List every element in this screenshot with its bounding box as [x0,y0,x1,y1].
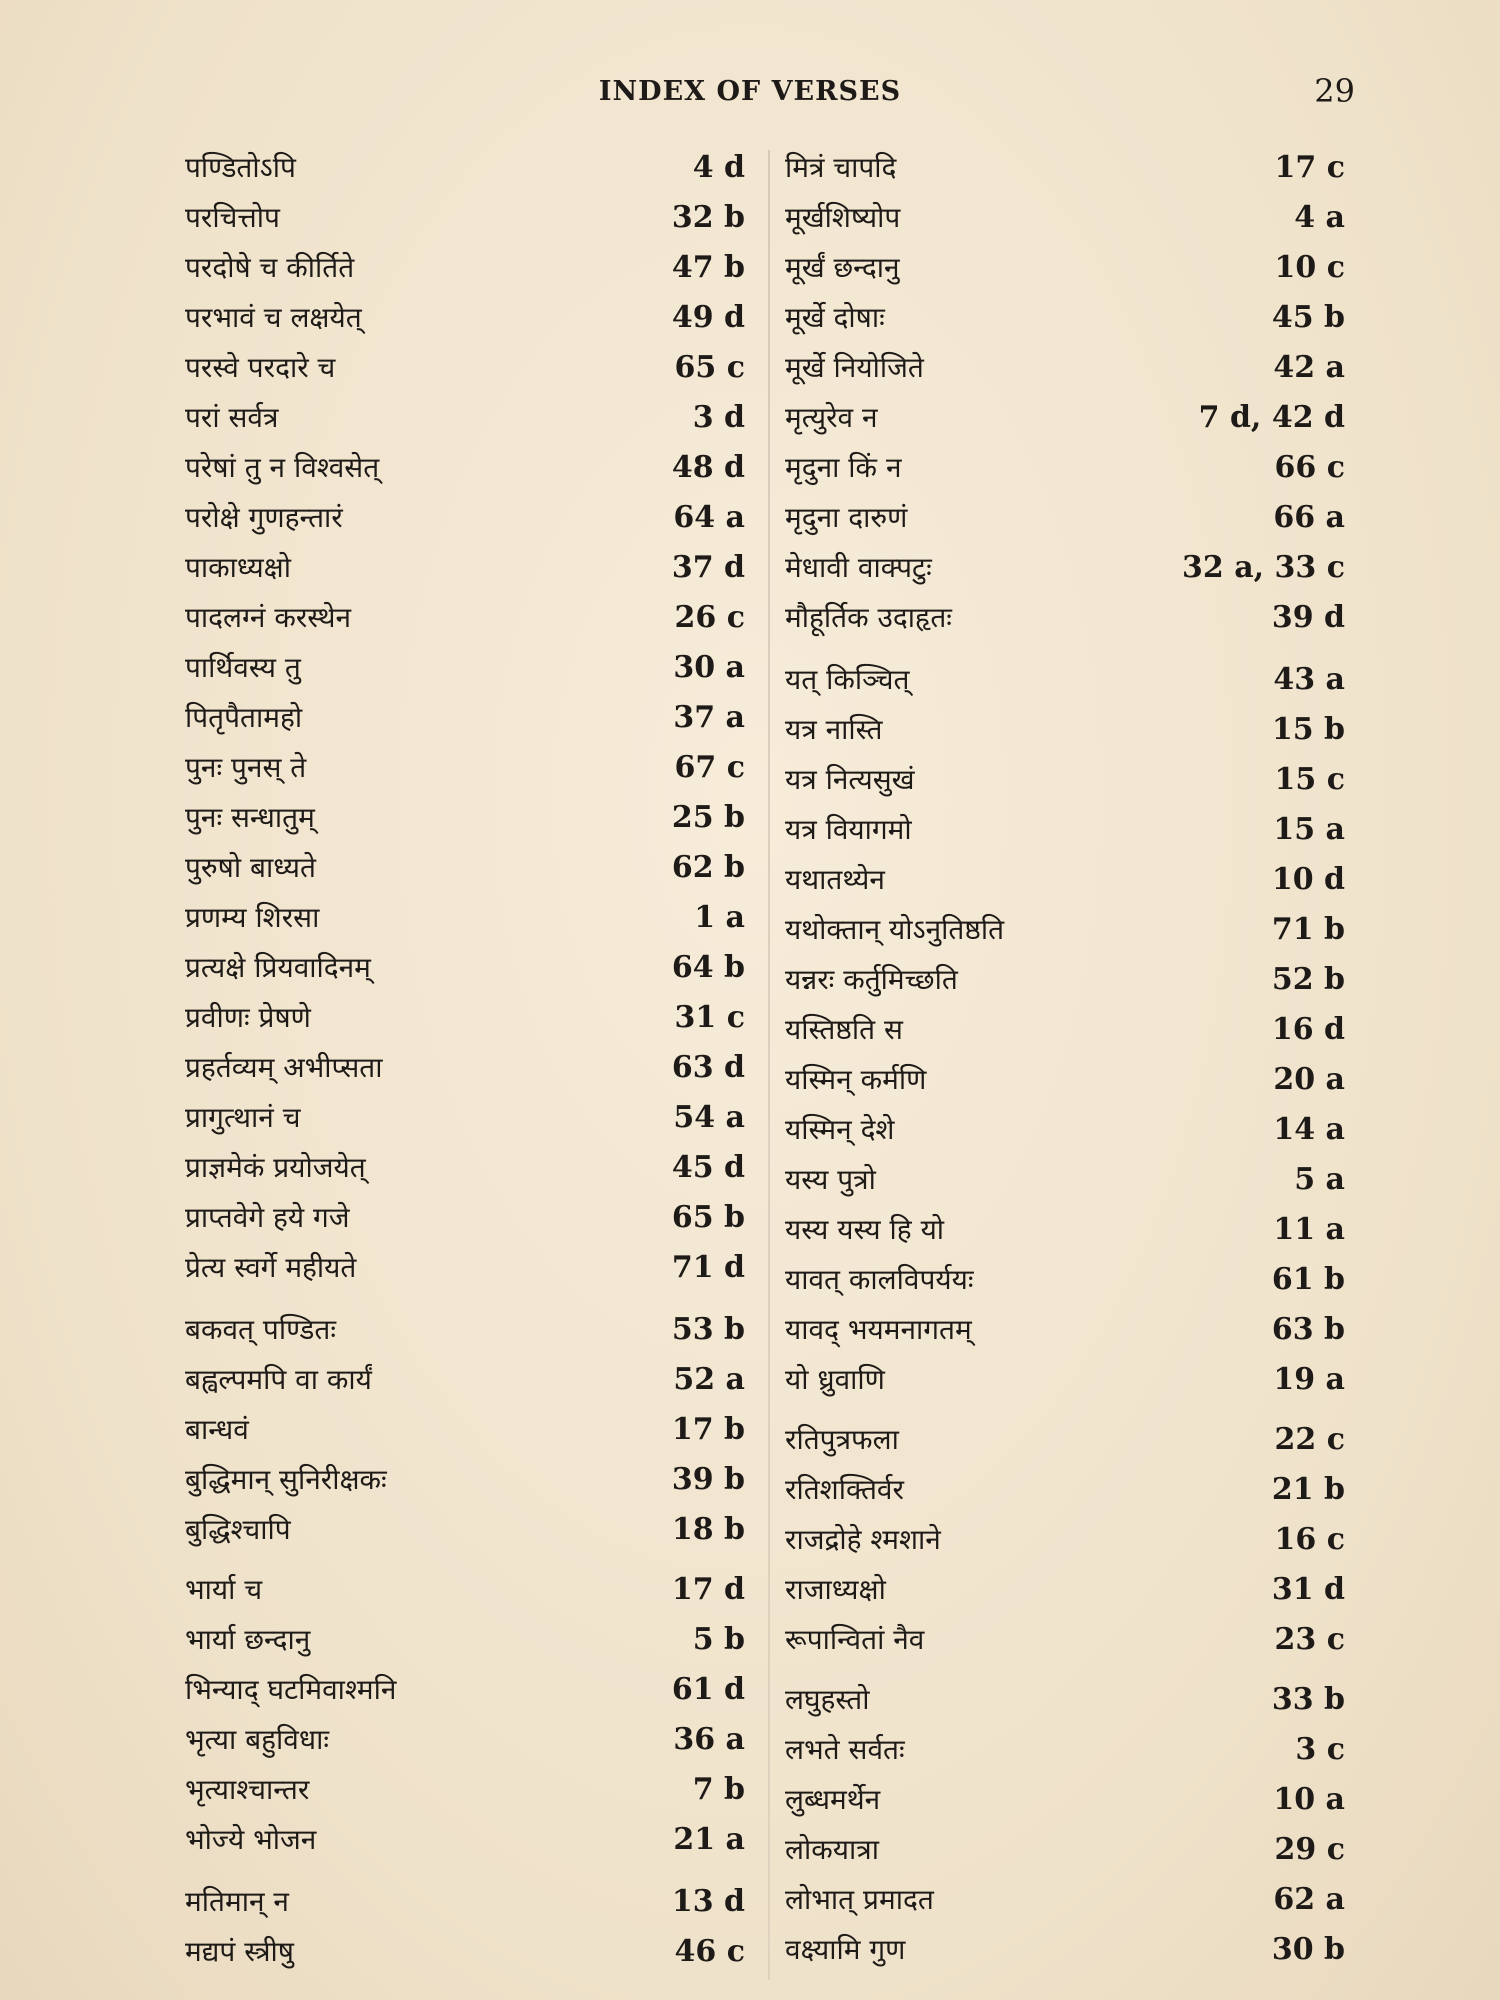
index-entry [785,1680,1355,1724]
index-entry [785,498,1355,542]
verse-reference: 11 a [1273,1212,1345,1247]
verse-text: यथोक्तान् योऽनुतिष्ठति [785,913,1005,946]
verse-text: मृदुना दारुणं [785,501,908,534]
index-entry [185,1820,745,1864]
index-entry [785,448,1355,492]
verse-reference: 21 b [1271,1472,1345,1507]
index-entry [185,198,745,242]
index-entry [785,910,1355,954]
verse-reference: 32 a, 33 c [1182,550,1345,585]
index-entry [185,1360,745,1404]
index-entry [785,1470,1355,1514]
verse-text: रतिशक्तिर्वर [785,1473,904,1506]
index-entry [185,498,745,542]
verse-reference: 17 b [671,1412,745,1447]
index-entry [185,1248,745,1292]
index-entry [785,1160,1355,1204]
verse-reference: 36 a [673,1722,745,1757]
index-entry [785,1060,1355,1104]
verse-text: यो ध्रुवाणि [785,1363,885,1396]
verse-text: मित्रं चापदि [785,151,897,184]
verse-reference: 53 b [671,1312,745,1347]
verse-text: परदोषे च कीर्तिते [185,251,355,284]
index-entry [185,1048,745,1092]
verse-reference: 37 a [673,700,745,735]
verse-reference: 10 c [1274,250,1345,285]
verse-text: प्रागुत्थानं च [185,1101,301,1134]
index-entry [785,1730,1355,1774]
verse-reference: 13 d [671,1884,745,1919]
index-entry [785,148,1355,192]
verse-text: यस्मिन् देशे [785,1113,895,1146]
verse-reference: 62 a [1273,1882,1345,1917]
page-header [0,72,1500,122]
index-entry [785,1830,1355,1874]
page-title: INDEX OF VERSES [598,76,902,107]
verse-reference: 46 c [674,1934,745,1969]
verse-reference: 33 b [1271,1682,1345,1717]
verse-reference: 15 c [1274,762,1345,797]
index-entry [185,1098,745,1142]
verse-text: भोज्ये भोजन [185,1823,317,1856]
verse-text: मूर्खशिष्योप [785,201,901,234]
index-entry [185,548,745,592]
index-entry [785,1520,1355,1564]
right-index-column [785,148,1355,1988]
verse-text: प्रत्यक्षे प्रियवादिनम् [185,951,371,984]
verse-reference: 23 c [1274,1622,1345,1657]
verse-text: यत्र नास्ति [785,713,883,746]
verse-text: रूपान्वितां नैव [785,1623,925,1656]
index-entry [785,548,1355,592]
verse-text: मतिमान् न [185,1885,289,1918]
verse-reference: 65 b [671,1200,745,1235]
verse-reference: 61 d [671,1672,745,1707]
verse-text: राजाध्यक्षो [785,1573,886,1606]
verse-text: पादलग्नं करस्थेन [185,601,352,634]
index-entry [185,598,745,642]
verse-reference: 20 a [1273,1062,1345,1097]
left-index-column [185,148,745,1988]
verse-text: बह्वल्पमपि वा कार्यं [185,1363,372,1396]
verse-text: मेधावी वाक्पटुः [785,551,932,584]
verse-reference: 31 c [674,1000,745,1035]
verse-text: पुनः सन्धातुम् [185,801,315,834]
verse-reference: 63 b [1271,1312,1345,1347]
verse-text: यस्मिन् कर्मणि [785,1063,927,1096]
index-entry [785,598,1355,642]
verse-reference: 52 b [1271,962,1345,997]
verse-text: बकवत् पण्डितः [185,1313,336,1346]
verse-reference: 32 b [671,200,745,235]
verse-text: भार्या छन्दानु [185,1623,311,1656]
verse-reference: 5 b [692,1622,745,1657]
verse-text: मौहूर्तिक उदाहृतः [785,601,952,634]
verse-reference: 14 a [1273,1112,1345,1147]
index-entry [185,1198,745,1242]
verse-reference: 45 b [1271,300,1345,335]
verse-text: भृत्या बहुविधाः [185,1723,330,1756]
verse-reference: 3 d [692,400,745,435]
verse-text: यावत् कालविपर्ययः [785,1263,974,1296]
verse-reference: 30 b [1271,1932,1345,1967]
index-entry [785,860,1355,904]
verse-reference: 10 d [1271,862,1345,897]
verse-reference: 63 d [671,1050,745,1085]
index-entry [185,1670,745,1714]
verse-text: प्रवीणः प्रेषणे [185,1001,311,1034]
verse-reference: 65 c [674,350,745,385]
verse-text: भृत्याश्चान्तर [185,1773,310,1806]
index-entry [785,1360,1355,1404]
index-entry [185,648,745,692]
verse-text: पुनः पुनस् ते [185,751,307,784]
index-entry [185,1720,745,1764]
index-entry [185,248,745,292]
index-entry [785,810,1355,854]
verse-text: प्राज्ञमेकं प्रयोजयेत् [185,1151,366,1184]
verse-reference: 43 a [1273,662,1345,697]
verse-reference: 66 a [1273,500,1345,535]
verse-text: रतिपुत्रफला [785,1423,899,1456]
verse-text: प्राप्तवेगे हये गजे [185,1201,350,1234]
verse-reference: 5 a [1294,1162,1345,1197]
index-entry [785,1420,1355,1464]
verse-reference: 66 c [1274,450,1345,485]
verse-text: पाकाध्यक्षो [185,551,292,584]
index-entry [785,248,1355,292]
index-entry [185,348,745,392]
index-entry [185,148,745,192]
verse-reference: 71 b [1271,912,1345,947]
verse-text: पुरुषो बाध्यते [185,851,316,884]
index-entry [185,1620,745,1664]
verse-reference: 71 d [671,1250,745,1285]
verse-reference: 16 d [1271,1012,1345,1047]
index-entry [185,1882,745,1926]
verse-reference: 29 c [1274,1832,1345,1867]
index-entry [185,748,745,792]
verse-reference: 52 a [673,1362,745,1397]
verse-text: यावद् भयमनागतम् [785,1313,972,1346]
verse-text: बान्धवं [185,1413,249,1446]
index-entry [185,898,745,942]
index-entry [785,960,1355,1004]
index-entry [185,798,745,842]
index-entry [185,1932,745,1976]
index-entry [185,448,745,492]
verse-text: परां सर्वत्र [185,401,279,434]
verse-reference: 49 d [671,300,745,335]
verse-text: मृत्युरेव न [785,401,878,434]
verse-reference: 17 c [1274,150,1345,185]
index-entry [185,1410,745,1454]
verse-text: मूर्खं छन्दानु [785,251,900,284]
verse-reference: 21 a [673,1822,745,1857]
column-divider [768,150,770,1980]
index-entry [185,1310,745,1354]
verse-text: भिन्याद् घटमिवाश्मनि [185,1673,397,1706]
verse-reference: 4 a [1294,200,1345,235]
verse-text: लभते सर्वतः [785,1733,905,1766]
verse-text: परचित्तोप [185,201,280,234]
verse-text: यस्य यस्य हि यो [785,1213,945,1246]
index-entry [785,1930,1355,1974]
verse-reference: 64 b [671,950,745,985]
index-entry [185,998,745,1042]
verse-reference: 31 d [1271,1572,1345,1607]
index-entry [785,1880,1355,1924]
verse-reference: 18 b [671,1512,745,1547]
verse-text: राजद्रोहे श्मशाने [785,1523,941,1556]
index-entry [785,198,1355,242]
index-entry [185,1460,745,1504]
index-entry [185,1510,745,1554]
verse-reference: 15 b [1271,712,1345,747]
index-entry [785,348,1355,392]
verse-text: लुब्धमर्थेन [785,1783,881,1816]
verse-text: वक्ष्यामि गुण [785,1933,906,1966]
verse-reference: 22 c [1274,1422,1345,1457]
index-entry [785,1010,1355,1054]
verse-reference: 7 d, 42 d [1198,400,1345,435]
index-entry [785,1570,1355,1614]
verse-text: लोकयात्रा [785,1833,879,1866]
verse-reference: 45 d [671,1150,745,1185]
verse-reference: 26 c [674,600,745,635]
verse-text: परेषां तु न विश्वसेत् [185,451,380,484]
index-entry [185,698,745,742]
index-entry [785,398,1355,442]
index-entry [185,1148,745,1192]
verse-text: यस्तिष्ठति स [785,1013,903,1046]
index-entry [185,848,745,892]
verse-text: परोक्षे गुणहन्तारं [185,501,343,534]
verse-reference: 42 a [1273,350,1345,385]
verse-reference: 10 a [1273,1782,1345,1817]
verse-reference: 16 c [1274,1522,1345,1557]
verse-reference: 64 a [673,500,745,535]
verse-text: पितृपैतामहो [185,701,303,734]
verse-text: पण्डितोऽपि [185,151,296,184]
index-entry [785,1620,1355,1664]
page-number: 29 [1314,72,1355,110]
verse-text: परस्वे परदारे च [185,351,336,384]
index-entry [185,948,745,992]
index-entry [785,710,1355,754]
index-entry [785,1310,1355,1354]
verse-text: यत्र वियागमो [785,813,912,846]
verse-reference: 19 a [1273,1362,1345,1397]
index-entry [185,1770,745,1814]
verse-reference: 62 b [671,850,745,885]
verse-reference: 30 a [673,650,745,685]
verse-reference: 47 b [671,250,745,285]
verse-text: यस्य पुत्रो [785,1163,876,1196]
index-entry [785,1780,1355,1824]
verse-reference: 4 d [692,150,745,185]
verse-text: मृदुना किं न [785,451,902,484]
verse-text: मूर्खे दोषाः [785,301,885,334]
verse-reference: 3 c [1295,1732,1345,1767]
verse-text: यत् किञ्चित् [785,663,910,696]
verse-text: बुद्धिश्चापि [185,1513,291,1546]
verse-text: मद्यपं स्त्रीषु [185,1935,294,1968]
verse-reference: 7 b [692,1772,745,1807]
verse-reference: 1 a [694,900,745,935]
index-entry [785,660,1355,704]
verse-text: प्रहर्तव्यम् अभीप्सता [185,1051,383,1084]
verse-reference: 17 d [671,1572,745,1607]
verse-text: प्रेत्य स्वर्गे महीयते [185,1251,357,1284]
index-entry [785,1110,1355,1154]
verse-reference: 39 d [1271,600,1345,635]
verse-reference: 15 a [1273,812,1345,847]
verse-text: प्रणम्य शिरसा [185,901,320,934]
verse-reference: 39 b [671,1462,745,1497]
verse-reference: 67 c [674,750,745,785]
verse-reference: 54 a [673,1100,745,1135]
verse-text: पार्थिवस्य तु [185,651,301,684]
index-entry [785,1210,1355,1254]
index-entry [185,298,745,342]
verse-text: बुद्धिमान् सुनिरीक्षकः [185,1463,387,1496]
verse-text: भार्या च [185,1573,263,1606]
verse-text: लोभात् प्रमादत [785,1883,934,1916]
verse-text: लघुहस्तो [785,1683,870,1716]
verse-reference: 48 d [671,450,745,485]
verse-text: परभावं च लक्षयेत् [185,301,362,334]
verse-reference: 37 d [671,550,745,585]
index-entry [185,1570,745,1614]
verse-reference: 61 b [1271,1262,1345,1297]
verse-reference: 25 b [671,800,745,835]
verse-text: यन्नरः कर्तुमिच्छति [785,963,958,996]
index-entry [785,298,1355,342]
index-entry [785,1260,1355,1304]
index-entry [185,398,745,442]
verse-text: यत्र नित्यसुखं [785,763,915,796]
index-entry [785,760,1355,804]
verse-text: यथातथ्येन [785,863,885,896]
verse-text: मूर्खे नियोजिते [785,351,924,384]
